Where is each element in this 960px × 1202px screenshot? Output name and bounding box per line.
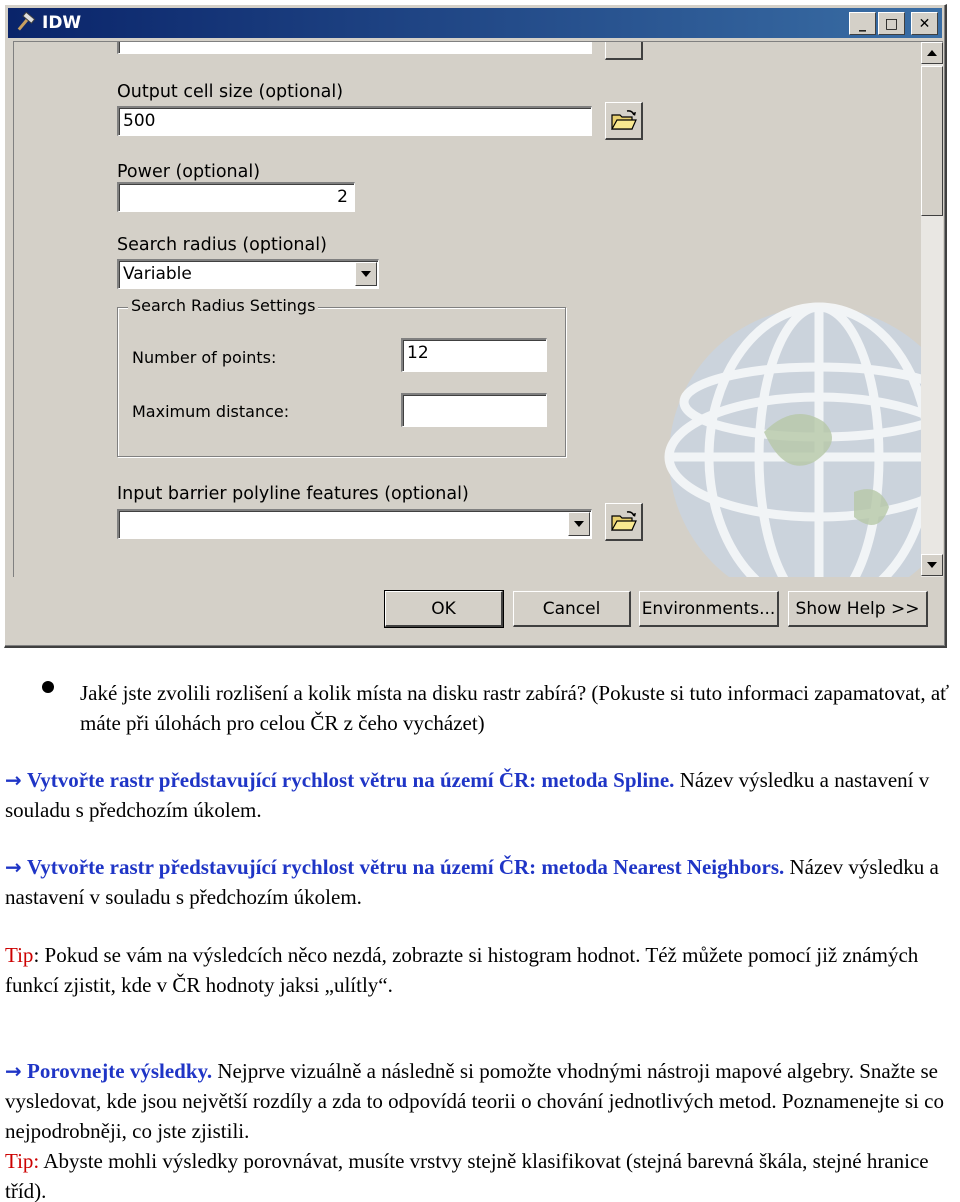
minimize-icon: _ [859,15,866,32]
scroll-thumb[interactable] [921,66,943,216]
group-legend: Search Radius Settings [128,296,318,315]
barrier-dropdown-button[interactable] [568,512,590,536]
task-nearest-neighbors [5,852,955,912]
search-radius-dropdown-button[interactable] [355,262,377,286]
search-radius-select[interactable] [117,259,379,289]
dialog-client-area [13,41,943,577]
idw-dialog [4,4,947,648]
ok-button[interactable]: OK [385,591,503,627]
task-nn-heading: Vytvořte rastr představující rychlost větru na území ČR: metoda Nearest Neighbors. [27,855,785,879]
hammer-icon [14,12,36,34]
close-icon: ✕ [918,15,931,32]
maximize-button[interactable] [878,12,905,35]
output-cell-size-browse-button[interactable] [605,102,643,140]
task-spline [5,765,955,825]
vertical-scrollbar[interactable] [921,42,943,577]
globe-watermark-icon [654,292,943,577]
arrow-right-icon: → [5,1059,22,1083]
number-of-points-label: Number of points: [132,348,277,367]
tip2-label: Tip: [5,1149,40,1173]
open-folder-icon [610,109,638,133]
task-nn-text: Název výsledku a nastavení v souladu s předchozím úkolem. [5,855,939,909]
task-spline-text: Název výsledku a nastavení v souladu s předchozím úkolem. [5,768,930,822]
arrow-right-icon: → [5,855,22,879]
arrow-down-icon [927,562,937,568]
search-radius-settings-group [117,296,566,457]
bullet-paragraph: Jaké jste zvolili rozlišení a kolik místa na disku rastr zabírá? (Pokuste si tuto informaci zapamatovat, ať máte při úlohách pro celou ČR z čeho vycházet) [80,681,950,735]
task-compare [5,1056,955,1202]
tip-label: Tip [5,943,34,967]
minimize-button[interactable] [849,12,876,35]
title-bar[interactable] [8,8,942,38]
maximum-distance-label: Maximum distance: [132,402,290,421]
chevron-down-icon [361,271,371,277]
barrier-label: Input barrier polyline features (optional) [117,484,469,504]
power-input[interactable]: 2 [117,182,355,212]
chevron-down-icon [574,521,584,527]
arrow-right-icon: → [5,768,22,792]
task-spline-heading: Vytvořte rastr představující rychlost větru na území ČR: metoda Spline. [27,768,675,792]
scroll-down-button[interactable] [921,554,943,576]
number-of-points-input[interactable]: 12 [401,338,547,372]
output-cell-size-input[interactable]: 500 [117,106,592,136]
search-radius-value: Variable [123,264,192,284]
task-compare-text: Nejprve vizuálně a následně si pomožte vhodnými nástroji mapové algebry. Snažte se vysledovat, kde jsou největší rozdíly a zda to odpovídá teorii o chování jednotlivých metod. Poznamenejte si co nejpodrobněji, co jste zjistili. [5,1059,944,1143]
task-compare-heading: Porovnejte výsledky. [27,1059,213,1083]
open-folder-icon [610,510,638,534]
show-help-button[interactable]: Show Help >> [788,591,928,627]
maximize-icon: □ [884,15,899,32]
previous-field-partial[interactable] [117,41,592,54]
tip-histogram [5,940,955,1000]
bullet-icon [42,681,54,693]
barrier-select[interactable] [117,509,592,539]
previous-browse-button[interactable] [605,41,643,60]
maximum-distance-input[interactable] [401,393,547,427]
tip-text: : Pokud se vám na výsledcích něco nezdá, zobrazte si histogram hodnot. Též můžete pomocí již známých funkcí zjistit, kde v ČR hodnoty jaksi „ulítly“. [5,943,919,997]
scroll-up-button[interactable] [921,42,943,64]
environments-button[interactable]: Environments... [639,591,779,627]
search-radius-label: Search radius (optional) [117,235,327,255]
cancel-button[interactable]: Cancel [513,591,631,627]
close-button[interactable] [911,12,938,35]
arrow-up-icon [927,50,937,56]
barrier-browse-button[interactable] [605,503,643,541]
power-label: Power (optional) [117,162,261,182]
window-title: IDW [42,13,82,33]
tip2-text: Abyste mohli výsledky porovnávat, musíte vrstvy stejně klasifikovat (stejná barevná škála, stejné hranice tříd). [5,1149,929,1202]
output-cell-size-label: Output cell size (optional) [117,82,344,102]
